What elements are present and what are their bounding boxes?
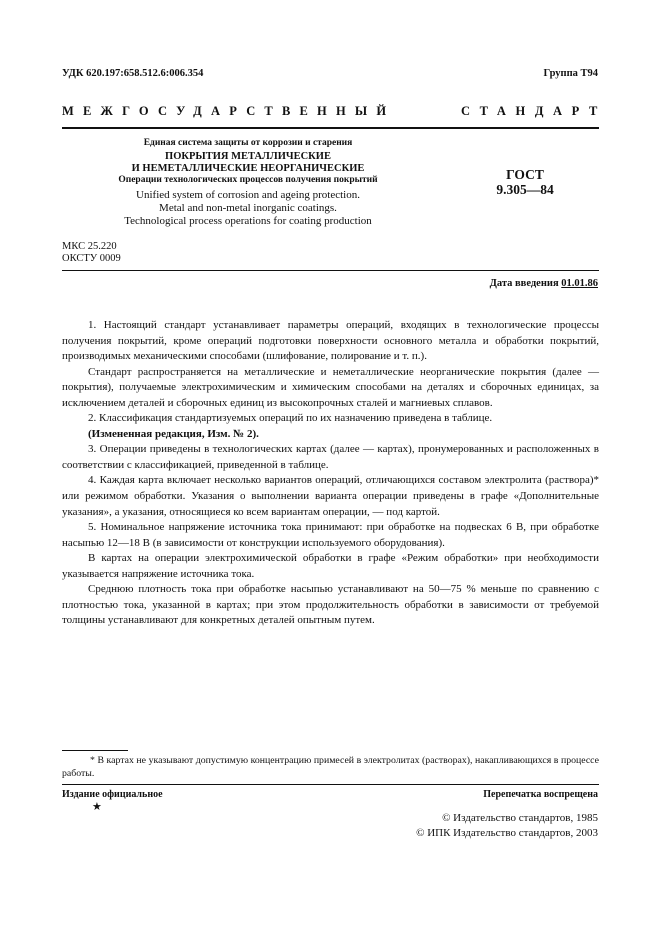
- intro-date-value: 01.01.86: [561, 278, 598, 289]
- title-ru-line2: И НЕМЕТАЛЛИЧЕСКИЕ НЕОРГАНИЧЕСКИЕ: [131, 162, 365, 174]
- intro-date: [490, 278, 598, 289]
- paragraph-1: 1. Настоящий стандарт устанавливает параметры операций, входящих в технологические процессы получения покрытий, кроме операций подготовки поверхности основного металла и обработки покрытий, производимых механическими способами (шлифование, полирование и т. п.).: [62, 319, 599, 363]
- title-en-line1: Unified system of corrosion and ageing protection.: [136, 189, 360, 202]
- paragraph-8: Среднюю плотность тока при обработке насыпью устанавливают на 50—75 % меньше по сравнению с плотностью тока, указанной в картах; при этом продолжительность обработки в зависимости от требуемой толщины устанавливают для конкретных деталей опытным путем.: [62, 583, 599, 627]
- banner-left-word: МЕЖГОСУДАРСТВЕННЫЙ: [62, 104, 396, 118]
- paragraph-2: Стандарт распространяется на металлические и неметаллические неорганические покрытия (далее — покрытия), получаемые электрохимическим и химическим способами на деталях и сборочных единицах, за исключением деталей и сборочных единиц из высокопрочных сталей и магниевых сплавов.: [62, 365, 599, 409]
- title-ru-line1: ПОКРЫТИЯ МЕТАЛЛИЧЕСКИЕ: [165, 150, 331, 162]
- udk-code: УДК 620.197:658.512.6:006.354: [62, 68, 204, 79]
- official-edition: Издание официальное: [62, 789, 163, 800]
- main-text: [62, 318, 599, 629]
- star-icon: ★: [92, 801, 102, 813]
- gost-designation: [470, 167, 580, 197]
- system-title: Единая система защиты от коррозии и старения: [143, 138, 353, 148]
- footnote: * В картах не указывают допустимую концентрацию примесей в электролитах (растворах), накапливающихся в процессе работы.: [62, 755, 599, 779]
- title-block: [62, 138, 434, 228]
- copyright-1985: © Издательство стандартов, 1985: [442, 812, 598, 824]
- paragraph-7: В картах на операции электрохимической обработки в графе «Режим обработки» при необходимости указывается напряжение источника тока.: [62, 552, 599, 580]
- okstu-code: ОКСТУ 0009: [62, 253, 121, 264]
- classification-codes: [62, 241, 121, 265]
- separator-rule: [62, 270, 599, 271]
- copyright-block: [416, 811, 598, 841]
- title-en-line3: Technological process operations for coating production: [124, 214, 372, 227]
- banner-right-word: СТАНДАРТ: [460, 104, 607, 118]
- gost-number: 9.305—84: [496, 182, 554, 197]
- footer-rule: [62, 784, 599, 785]
- gost-label: ГОСТ: [506, 167, 544, 182]
- footnote-rule: [62, 750, 128, 751]
- title-en-line2: Metal and non-metal inorganic coatings.: [159, 201, 337, 214]
- copyright-2003: © ИПК Издательство стандартов, 2003: [416, 827, 598, 839]
- paragraph-6: 5. Номинальное напряжение источника тока принимают: при обработке на подвесках 6 В, при обработке насыпью 12—18 В (в зависимости от конструкции используемого оборудования).: [62, 521, 599, 549]
- title-ru-subtitle: Операции технологических процессов получения покрытий: [118, 175, 378, 186]
- paragraph-4: 3. Операции приведены в технологических картах (далее — картах), пронумерованных и расположенных в соответствии с классификацией, приведенной в таблице.: [62, 443, 599, 471]
- mks-code: МКС 25.220: [62, 241, 117, 252]
- intro-date-label: Дата введения: [489, 278, 559, 289]
- top-rule: [62, 127, 599, 129]
- paragraph-5: 4. Каждая карта включает несколько вариантов операций, отличающихся составом электролита (раствора)* или режимом обработки. Указания о выполнении варианта операции приведены в графе «Дополнительные указания», а указания, относящиеся ко всем вариантам операции, — под картой.: [62, 474, 599, 518]
- amendment-note: (Измененная редакция, Изм. № 2).: [88, 427, 259, 440]
- reprint-prohibited: Перепечатка воспрещена: [483, 789, 598, 800]
- paragraph-3: 2. Классификация стандартизуемых операций по их назначению приведена в таблице.: [88, 412, 493, 425]
- group-code: Группа Т94: [543, 68, 598, 79]
